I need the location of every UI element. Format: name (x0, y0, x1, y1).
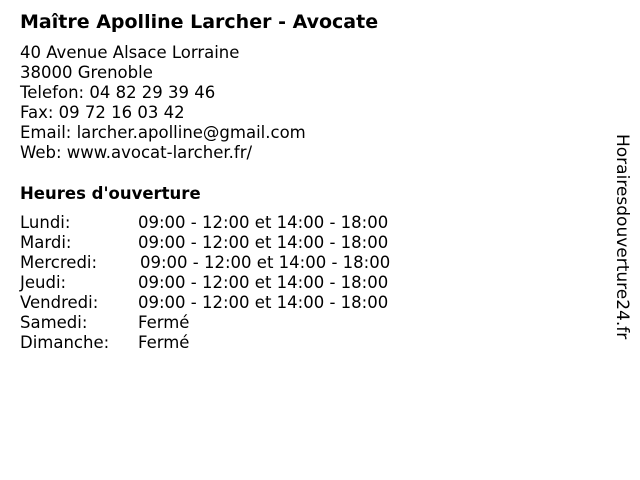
contact-block (20, 43, 306, 163)
time-value: 09:00 - 12:00 et 14:00 - 18:00 (138, 233, 389, 252)
phone-number: Telefon: 04 82 29 39 46 (20, 83, 216, 102)
hours-row (20, 313, 440, 333)
time-value: 09:00 - 12:00 et 14:00 - 18:00 (138, 213, 389, 232)
time-value: 09:00 - 12:00 et 14:00 - 18:00 (138, 273, 389, 292)
hours-table (20, 213, 440, 353)
side-watermark: Horairesdouverture24.fr (612, 134, 632, 340)
day-label: Samedi: (20, 313, 88, 332)
day-label: Jeudi: (20, 273, 67, 292)
hours-row (20, 293, 440, 313)
time-value: 09:00 - 12:00 et 14:00 - 18:00 (138, 293, 389, 312)
day-label: Lundi: (20, 213, 71, 232)
hours-row (20, 333, 440, 353)
hours-row (20, 233, 440, 253)
hours-row (20, 253, 440, 273)
hours-row (20, 273, 440, 293)
hours-heading: Heures d'ouverture (20, 184, 201, 203)
fax-number: Fax: 09 72 16 03 42 (20, 103, 185, 122)
time-value: 09:00 - 12:00 et 14:00 - 18:00 (140, 253, 391, 272)
day-label: Mardi: (20, 233, 72, 252)
page-title: Maître Apolline Larcher - Avocate (20, 11, 379, 33)
day-label: Vendredi: (20, 293, 99, 312)
day-label: Dimanche: (20, 333, 110, 352)
day-label: Mercredi: (20, 253, 98, 272)
hours-row (20, 213, 440, 233)
email-address: Email: larcher.apolline@gmail.com (20, 123, 306, 142)
time-value: Fermé (138, 333, 190, 352)
address-street: 40 Avenue Alsace Lorraine (20, 43, 240, 62)
website: Web: www.avocat-larcher.fr/ (20, 143, 253, 162)
time-value: Fermé (138, 313, 190, 332)
address-city: 38000 Grenoble (20, 63, 153, 82)
